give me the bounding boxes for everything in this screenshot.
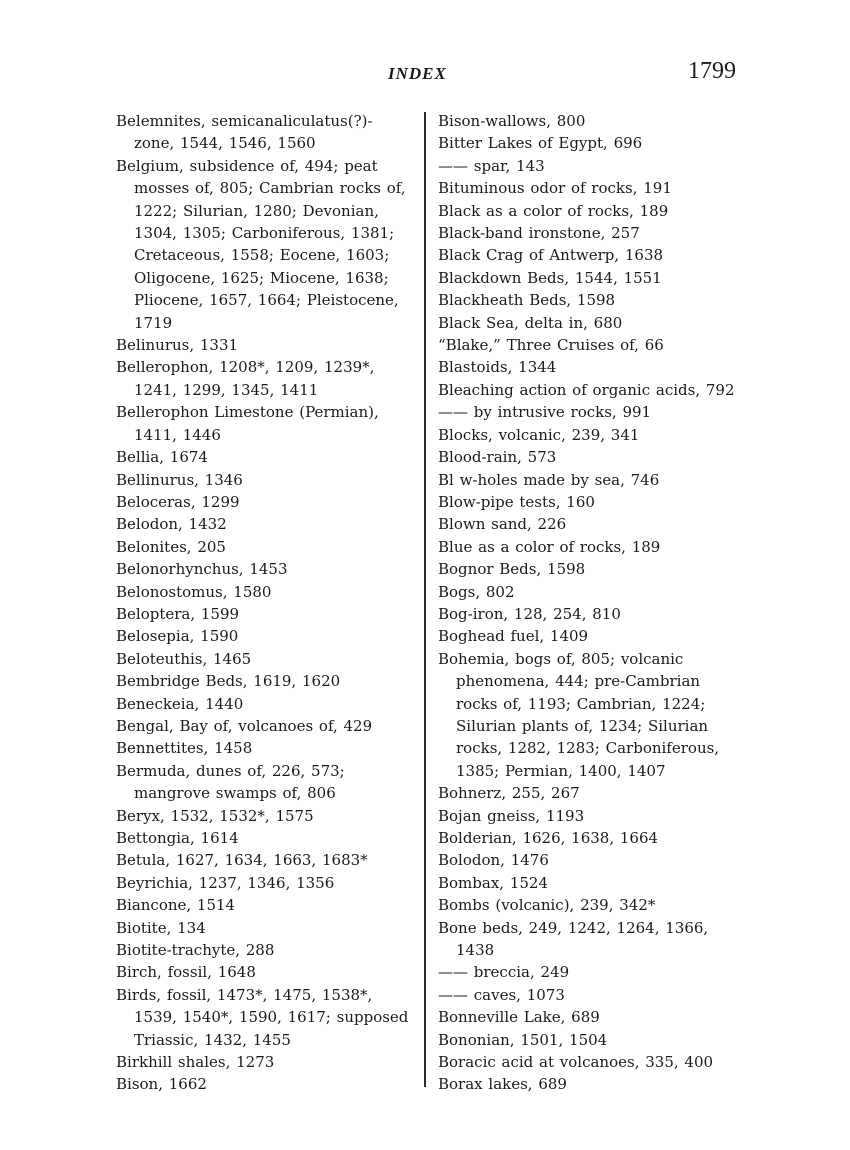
- index-entry: Bermuda, dunes of, 226, 573; mangrove swamps of, 806: [116, 761, 345, 803]
- page-header-title: INDEX: [388, 64, 447, 83]
- index-entry: Biotite, 134: [116, 918, 206, 937]
- index-entry: Belonorhynchus, 1453: [116, 560, 288, 579]
- index-entry: Bengal, Bay of, volcanoes of, 429: [116, 716, 373, 735]
- index-entry: —— spar, 143: [438, 156, 545, 175]
- index-entry: Bellia, 1674: [116, 448, 208, 467]
- index-entry: Bognor Beds, 1598: [438, 560, 586, 579]
- index-entry: Belodon, 1432: [116, 515, 227, 534]
- index-entry: Bl w-holes made by sea, 746: [438, 470, 660, 489]
- index-entry: Black Crag of Antwerp, 1638: [438, 246, 664, 265]
- index-entry: Bitter Lakes of Egypt, 696: [438, 134, 643, 153]
- index-entry: Belonites, 205: [116, 537, 226, 556]
- index-entry: Blood-rain, 573: [438, 448, 557, 467]
- index-entry: Birds, fossil, 1473*, 1475, 1538*, 1539, 1540*, 1590, 1617; supposed Triassic, 1432, 1455: [116, 985, 409, 1049]
- index-entry: Bogs, 802: [438, 582, 515, 601]
- index-entry: Black as a color of rocks, 189: [438, 201, 669, 220]
- index-entry: Bituminous odor of rocks, 191: [438, 179, 672, 198]
- index-entry: Black Sea, delta in, 680: [438, 313, 623, 332]
- index-entry: Bembridge Beds, 1619, 1620: [116, 672, 341, 691]
- index-entry: Blown sand, 226: [438, 515, 567, 534]
- index-entry: Bolderian, 1626, 1638, 1664: [438, 829, 659, 847]
- index-entry: Bohemia, bogs of, 805; volcanic phenomena, 444; pre-Cambrian rocks of, 1193; Cambrian, 1224; Silurian plants of, 1234; Silurian rocks, 1282, 1283; Carboniferous, 1385; Permian, 1400, 1407: [438, 649, 720, 780]
- index-entry: “Blake,” Three Cruises of, 66: [438, 336, 664, 355]
- index-entry: Belemnites, semicanaliculatus(?)-zone, 1544, 1546, 1560: [116, 112, 373, 153]
- index-entry: Blocks, volcanic, 239, 341: [438, 425, 640, 444]
- index-entry: Belosepia, 1590: [116, 627, 239, 646]
- index-entry: Bettongia, 1614: [116, 829, 239, 847]
- index-entry: Bombax, 1524: [438, 873, 548, 892]
- index-entry: Boghead fuel, 1409: [438, 627, 589, 646]
- index-entry: Belinurus, 1331: [116, 336, 239, 355]
- index-column-left: [116, 110, 410, 1096]
- index-entry: —— by intrusive rocks, 991: [438, 403, 652, 422]
- index-entry: Bolodon, 1476: [438, 851, 549, 870]
- index-entry: Borax lakes, 689: [438, 1075, 567, 1094]
- index-entry: Blackdown Beds, 1544, 1551: [438, 268, 662, 287]
- index-entry: Black-band ironstone, 257: [438, 224, 640, 243]
- index-entry: Bonneville Lake, 689: [438, 1008, 600, 1027]
- index-entry: Bohnerz, 255, 267: [438, 784, 580, 803]
- index-entry: Beneckeia, 1440: [116, 694, 244, 713]
- index-entry: Bleaching action of organic acids, 792: [438, 380, 735, 399]
- index-entry: Birch, fossil, 1648: [116, 963, 256, 982]
- index-entry: Bononian, 1501, 1504: [438, 1030, 608, 1049]
- index-entry: Bison-wallows, 800: [438, 112, 586, 130]
- index-entry: Bog-iron, 128, 254, 810: [438, 604, 621, 623]
- index-entry: Biotite-trachyte, 288: [116, 941, 275, 960]
- index-entry: Beyrichia, 1237, 1346, 1356: [116, 873, 335, 892]
- index-entry: Belonostomus, 1580: [116, 582, 272, 601]
- index-entry: Boracic acid at volcanoes, 335, 400: [438, 1053, 714, 1072]
- index-entry: —— caves, 1073: [438, 985, 565, 1004]
- index-entry: Bison, 1662: [116, 1075, 207, 1094]
- index-entry: Blue as a color of rocks, 189: [438, 537, 661, 556]
- index-entry: Beloptera, 1599: [116, 604, 240, 623]
- index-entry: Beryx, 1532, 1532*, 1575: [116, 806, 314, 825]
- column-divider: [424, 112, 426, 1087]
- index-entry: Birkhill shales, 1273: [116, 1053, 275, 1072]
- index-entry: Beloceras, 1299: [116, 492, 240, 511]
- page-number: 1799: [688, 58, 736, 84]
- index-entry: Biancone, 1514: [116, 896, 236, 915]
- index-entry: Bone beds, 249, 1242, 1264, 1366, 1438: [438, 918, 709, 960]
- index-entry: Bellerophon, 1208*, 1209, 1239*, 1241, 1299, 1345, 1411: [116, 358, 375, 399]
- index-column-right: [438, 110, 738, 1096]
- index-entry: Blackheath Beds, 1598: [438, 291, 616, 310]
- index-entry: Bennettites, 1458: [116, 739, 253, 758]
- index-entry: Bellinurus, 1346: [116, 470, 243, 489]
- index-entry: —— breccia, 249: [438, 963, 570, 982]
- index-entry: Bojan gneiss, 1193: [438, 806, 585, 825]
- index-entry: Blow-pipe tests, 160: [438, 492, 595, 511]
- index-entry: Bombs (volcanic), 239, 342*: [438, 896, 656, 915]
- index-entry: Belgium, subsidence of, 494; peat mosses of, 805; Cambrian rocks of, 1222; Silurian, 1280; Devonian, 1304, 1305; Carboniferous, 1381; Cretaceous, 1558; Eocene, 1603; Oligocene, 1625; Miocene, 1638; Pliocene, 1657, 1664; Pleistocene, 1719: [116, 156, 406, 332]
- index-entry: Beloteuthis, 1465: [116, 649, 252, 668]
- index-entry: Betula, 1627, 1634, 1663, 1683*: [116, 851, 368, 870]
- index-entry: Bellerophon Limestone (Permian), 1411, 1446: [116, 403, 379, 444]
- index-entry: Blastoids, 1344: [438, 358, 557, 377]
